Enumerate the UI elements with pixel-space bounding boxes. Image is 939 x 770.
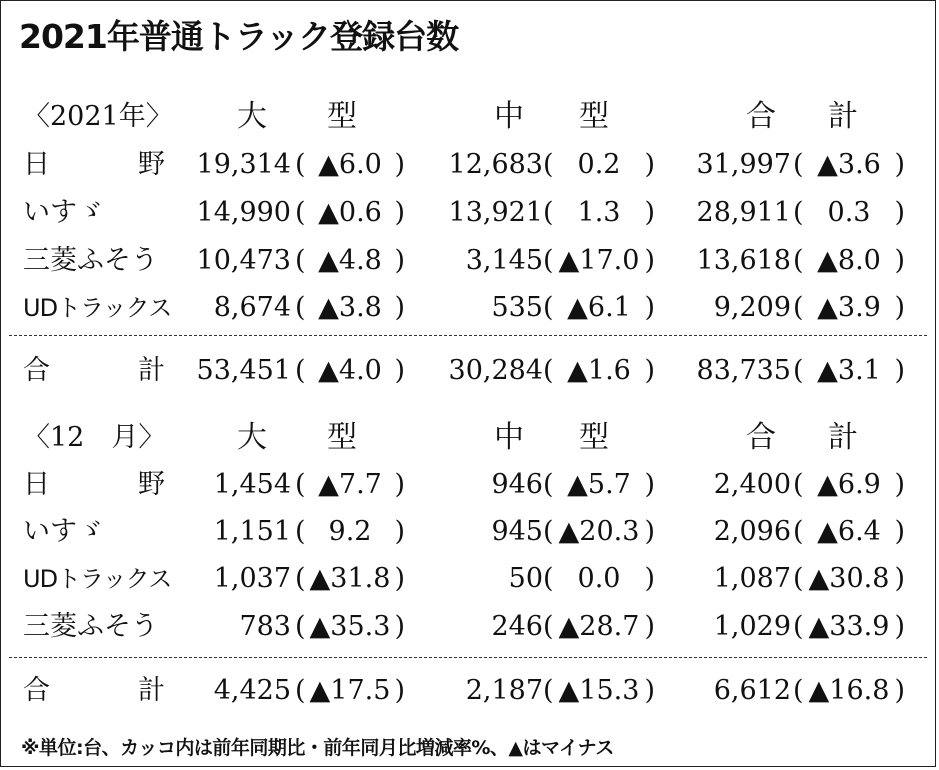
maker-label [23, 349, 165, 393]
paren-close: ) [894, 197, 905, 228]
pct-value: ▲6.0 [318, 149, 382, 180]
header-part: 合 [746, 420, 776, 455]
pct-value: ▲7.7 [318, 469, 382, 500]
pct-value: ▲17.0 [558, 245, 640, 276]
medium-count: 2,187 [465, 675, 543, 706]
total-count: 28,911 [696, 197, 791, 228]
total-change [793, 286, 905, 330]
pct-value: ▲30.8 [808, 563, 890, 594]
total-count: 2,400 [713, 469, 791, 500]
label-part: 計 [138, 675, 165, 706]
total-count: 9,209 [713, 292, 791, 323]
large-count: 10,473 [196, 245, 291, 276]
pct-value: ▲17.5 [309, 675, 391, 706]
header-part: 大 [237, 420, 267, 455]
maker-label: いすゞ [23, 197, 104, 228]
maker-label: いすゞ [23, 516, 104, 547]
medium-change [543, 286, 655, 330]
paren-open: ( [793, 611, 804, 642]
period-label: 〈12 月〉 [23, 422, 166, 453]
total-count: 83,735 [696, 355, 791, 386]
paren-close: ) [894, 675, 905, 706]
header-part: 中 [494, 420, 524, 455]
paren-close: ) [894, 355, 905, 386]
large-count: 1,151 [213, 516, 291, 547]
pct-value: 0.0 [577, 563, 621, 594]
large-change [295, 669, 405, 713]
table-row [1, 143, 937, 187]
label-part: 合 [23, 675, 50, 706]
large-count: 783 [239, 611, 291, 642]
large-change [295, 605, 405, 649]
paren-close: ) [394, 245, 405, 276]
table-row [1, 463, 937, 507]
total-change [793, 349, 905, 393]
maker-label [23, 669, 165, 713]
total-row [1, 349, 937, 393]
paren-close: ) [644, 516, 655, 547]
paren-open: ( [295, 197, 306, 228]
pct-value: ▲4.0 [318, 355, 382, 386]
total-count: 31,997 [696, 149, 791, 180]
total-count: 2,096 [713, 516, 791, 547]
total-change [793, 669, 905, 713]
pct-value: ▲16.8 [808, 675, 890, 706]
header-part: 合 [746, 99, 776, 134]
paren-close: ) [394, 355, 405, 386]
label-part: 野 [138, 149, 165, 180]
column-header [237, 416, 357, 460]
paren-close: ) [644, 675, 655, 706]
maker-label [23, 143, 165, 187]
table-row [1, 191, 937, 235]
maker-label: UDトラックス [23, 565, 172, 593]
paren-open: ( [543, 611, 554, 642]
paren-open: ( [295, 355, 306, 386]
table-row [1, 239, 937, 283]
large-count: 4,425 [213, 675, 291, 706]
total-count: 6,612 [713, 675, 791, 706]
total-change [793, 191, 905, 235]
pct-value: 1.3 [577, 197, 621, 228]
paren-open: ( [543, 563, 554, 594]
maker-label [23, 463, 165, 507]
header-part: 型 [327, 99, 357, 134]
pct-value: 0.2 [577, 149, 621, 180]
medium-count: 246 [491, 611, 543, 642]
large-change [295, 239, 405, 283]
paren-open: ( [295, 611, 306, 642]
paren-open: ( [543, 355, 554, 386]
pct-value: ▲6.1 [567, 292, 631, 323]
paren-open: ( [543, 675, 554, 706]
medium-count: 50 [508, 563, 543, 594]
header-part: 大 [237, 99, 267, 134]
medium-count: 945 [491, 516, 543, 547]
label-part: 日 [23, 469, 50, 500]
paren-open: ( [295, 516, 306, 547]
table-row [1, 286, 937, 330]
medium-count: 30,284 [448, 355, 543, 386]
label-part: 計 [138, 355, 165, 386]
paren-close: ) [894, 149, 905, 180]
paren-close: ) [894, 469, 905, 500]
total-change [793, 239, 905, 283]
large-change [295, 510, 405, 554]
total-change [793, 463, 905, 507]
total-count: 1,087 [713, 563, 791, 594]
column-header [237, 95, 357, 139]
header-part: 計 [828, 99, 858, 134]
paren-close: ) [644, 292, 655, 323]
total-count: 13,618 [696, 245, 791, 276]
total-row [1, 669, 937, 713]
pct-value: ▲31.8 [309, 563, 391, 594]
column-header [746, 416, 858, 460]
pct-value: ▲1.6 [567, 355, 631, 386]
paren-close: ) [894, 563, 905, 594]
large-count: 1,454 [213, 469, 291, 500]
paren-open: ( [543, 516, 554, 547]
paren-open: ( [295, 675, 306, 706]
paren-close: ) [394, 675, 405, 706]
table-row [1, 557, 937, 601]
paren-close: ) [644, 563, 655, 594]
paren-close: ) [394, 563, 405, 594]
paren-close: ) [394, 292, 405, 323]
large-change [295, 349, 405, 393]
paren-open: ( [793, 292, 804, 323]
header-part: 型 [579, 99, 609, 134]
pct-value: ▲20.3 [558, 516, 640, 547]
large-count: 1,037 [213, 563, 291, 594]
pct-value: ▲3.1 [817, 355, 881, 386]
header-part: 計 [828, 420, 858, 455]
header-part: 中 [494, 99, 524, 134]
pct-value: 9.2 [328, 516, 372, 547]
pct-value: ▲35.3 [309, 611, 391, 642]
paren-open: ( [793, 469, 804, 500]
paren-close: ) [394, 611, 405, 642]
paren-open: ( [295, 149, 306, 180]
medium-count: 12,683 [448, 149, 543, 180]
label-part: 野 [138, 469, 165, 500]
paren-close: ) [644, 245, 655, 276]
paren-open: ( [543, 245, 554, 276]
paren-open: ( [793, 516, 804, 547]
pct-value: ▲0.6 [318, 197, 382, 228]
paren-close: ) [894, 516, 905, 547]
medium-change [543, 239, 655, 283]
medium-change [543, 191, 655, 235]
paren-open: ( [793, 245, 804, 276]
large-change [295, 191, 405, 235]
total-change [793, 557, 905, 601]
medium-count: 13,921 [448, 197, 543, 228]
paren-close: ) [394, 469, 405, 500]
paren-close: ) [894, 245, 905, 276]
total-change [793, 510, 905, 554]
paren-open: ( [295, 292, 306, 323]
pct-value: ▲3.6 [817, 149, 881, 180]
paren-close: ) [644, 469, 655, 500]
pct-value: ▲6.9 [817, 469, 881, 500]
large-change [295, 143, 405, 187]
dashed-divider [9, 657, 927, 658]
period-label: 〈2021年〉 [23, 101, 173, 132]
footnote: ※単位:台、カッコ内は前年同期比・前年同月比増減率%、▲はマイナス [21, 737, 614, 759]
pct-value: ▲4.8 [318, 245, 382, 276]
maker-label: 三菱ふそう [23, 245, 158, 276]
paren-open: ( [793, 197, 804, 228]
header-part: 型 [579, 420, 609, 455]
medium-count: 3,145 [465, 245, 543, 276]
pct-value: ▲6.4 [817, 516, 881, 547]
paren-close: ) [894, 292, 905, 323]
dashed-divider [9, 335, 927, 336]
total-change [793, 605, 905, 649]
paren-open: ( [793, 355, 804, 386]
pct-value: ▲3.8 [318, 292, 382, 323]
medium-change [543, 605, 655, 649]
pct-value: ▲28.7 [558, 611, 640, 642]
large-change [295, 286, 405, 330]
page-title: 2021年普通トラック登録台数 [19, 17, 459, 56]
paren-close: ) [644, 611, 655, 642]
pct-value: ▲33.9 [808, 611, 890, 642]
pct-value: 0.3 [827, 197, 871, 228]
paren-close: ) [894, 611, 905, 642]
column-header [746, 95, 858, 139]
total-count: 1,029 [713, 611, 791, 642]
paren-close: ) [394, 516, 405, 547]
paren-close: ) [394, 197, 405, 228]
medium-count: 946 [491, 469, 543, 500]
label-part: 日 [23, 149, 50, 180]
large-count: 8,674 [213, 292, 291, 323]
paren-open: ( [793, 675, 804, 706]
label-part: 合 [23, 355, 50, 386]
medium-change [543, 510, 655, 554]
paren-open: ( [543, 469, 554, 500]
paren-close: ) [394, 149, 405, 180]
large-count: 19,314 [196, 149, 291, 180]
paren-open: ( [295, 563, 306, 594]
medium-count: 535 [491, 292, 543, 323]
pct-value: ▲8.0 [817, 245, 881, 276]
medium-change [543, 143, 655, 187]
paren-open: ( [295, 245, 306, 276]
total-change [793, 143, 905, 187]
paren-open: ( [793, 149, 804, 180]
pct-value: ▲3.9 [817, 292, 881, 323]
medium-change [543, 557, 655, 601]
large-count: 14,990 [196, 197, 291, 228]
paren-open: ( [793, 563, 804, 594]
table-row [1, 510, 937, 554]
section-header [1, 416, 937, 460]
large-change [295, 463, 405, 507]
maker-label: UDトラックス [23, 294, 172, 322]
column-header [494, 95, 609, 139]
maker-label: 三菱ふそう [23, 611, 158, 642]
paren-open: ( [543, 149, 554, 180]
paren-close: ) [644, 197, 655, 228]
pct-value: ▲15.3 [558, 675, 640, 706]
medium-change [543, 669, 655, 713]
paren-open: ( [295, 469, 306, 500]
section-header [1, 95, 937, 139]
header-part: 型 [327, 420, 357, 455]
medium-change [543, 349, 655, 393]
medium-change [543, 463, 655, 507]
column-header [494, 416, 609, 460]
table-row [1, 605, 937, 649]
large-count: 53,451 [196, 355, 291, 386]
paren-open: ( [543, 197, 554, 228]
paren-open: ( [543, 292, 554, 323]
pct-value: ▲5.7 [567, 469, 631, 500]
paren-close: ) [644, 355, 655, 386]
paren-close: ) [644, 149, 655, 180]
large-change [295, 557, 405, 601]
